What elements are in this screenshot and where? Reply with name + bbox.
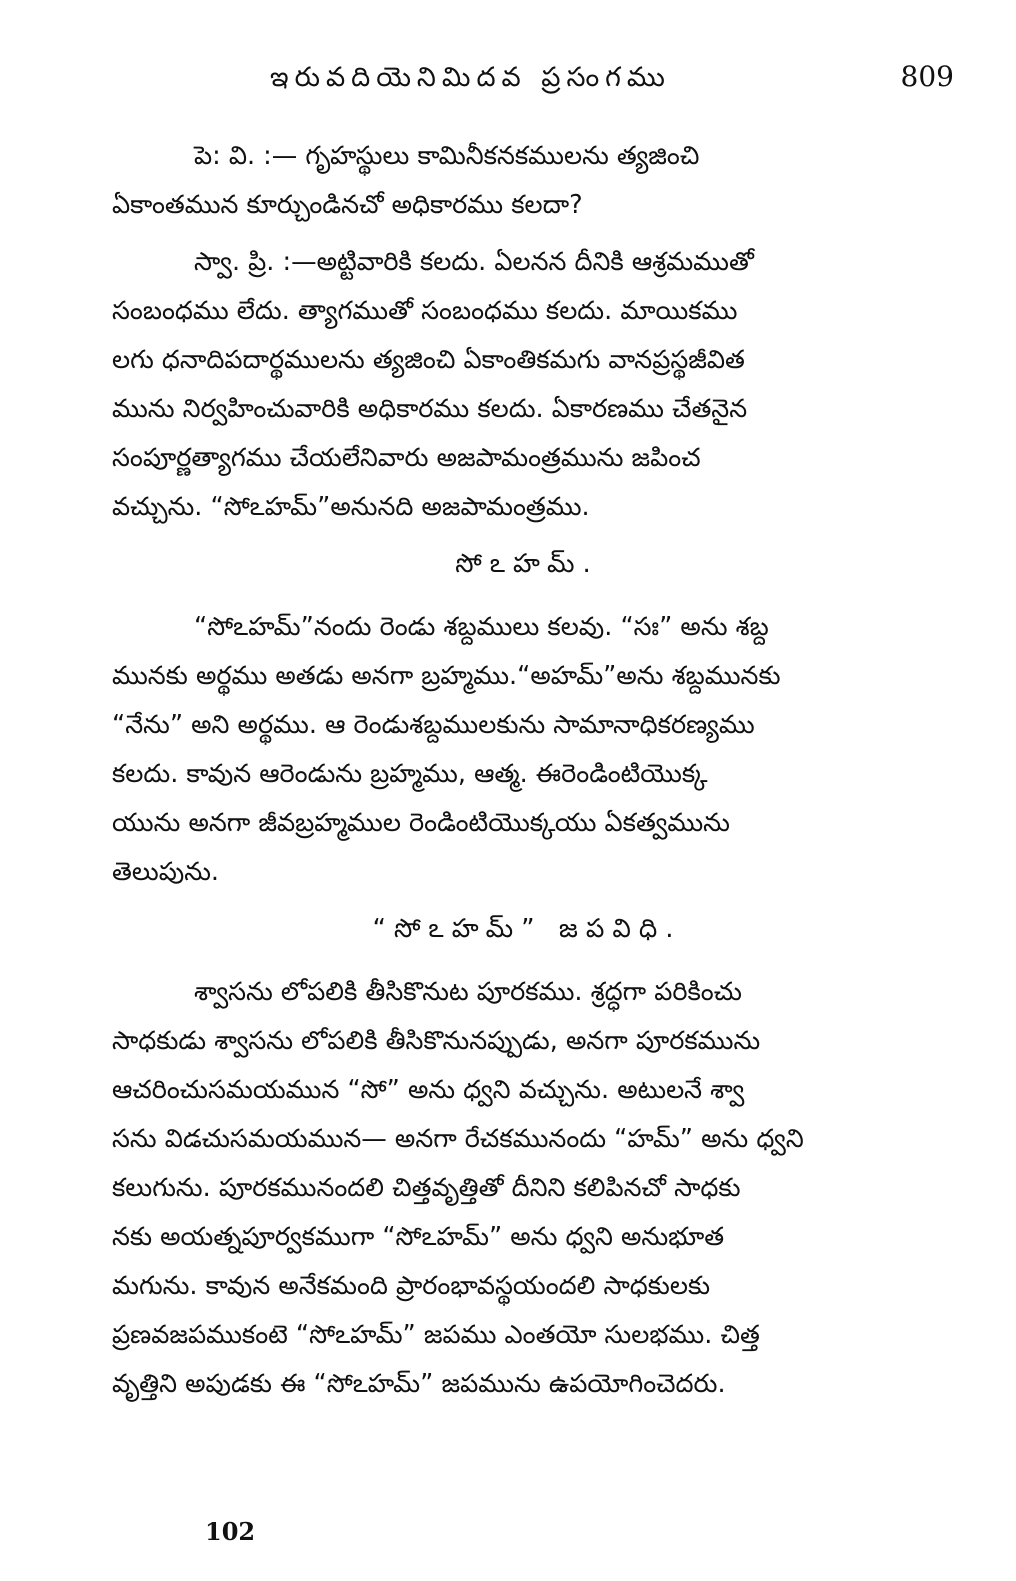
question-paragraph [112, 132, 942, 230]
text-line: సను విడచుసమయమున— అనగా రేచకమునందు “హమ్” అను ధ్వని [112, 1124, 804, 1154]
section-heading: “సోఽహమ్” జపవిధి. [372, 914, 682, 944]
text-line: ప్రణవజపముకంటె “సోఽహమ్” జపము ఎంతయో సులభము. చిత్త [112, 1320, 760, 1350]
text-line: నకు అయత్నపూర్వకముగా “సోఽహమ్” అను ధ్వని అనుభూత [112, 1222, 725, 1252]
text-line: మగును. కావున అనేకమంది ప్రారంభావస్థయందలి సాధకులకు [112, 1271, 711, 1301]
text-line: మునకు అర్థము అతడు అనగా బ్రహ్మము.“అహమ్”అను శబ్దమునకు [112, 661, 781, 691]
text-line: సంపూర్ణత్యాగము చేయలేనివారు అజపామంత్రమును జపించ [112, 443, 701, 473]
page-number: 809 [900, 60, 954, 93]
signature-mark: 102 [205, 1517, 256, 1546]
text-line: ఏకాంతమున కూర్చుండినచో అధికారము కలదా? [112, 190, 583, 220]
text-line: ఆచరించుసమయమున “సో” అను ధ్వని వచ్చును. అటులనే శ్వా [112, 1075, 745, 1105]
text-line: కలదు. కావున ఆరెండును బ్రహ్మము, ఆత్మ. ఈరెండింటియొక్క [112, 759, 708, 789]
text-line: వృత్తిని అపుడకు ఈ “సోఽహమ్” జపమును ఉపయోగించెదరు. [112, 1369, 726, 1399]
text-line: యును అనగా జీవబ్రహ్మముల రెండింటియొక్కయు ఏకత్వమును [112, 808, 730, 838]
page-body [112, 132, 942, 1417]
body-paragraph [112, 968, 942, 1409]
answer-paragraph [112, 238, 942, 532]
text-line: కలుగును. పూరకమునందలి చిత్తవృత్తితో దీనిని కలిపినచో సాధకు [112, 1173, 741, 1203]
text-line: వచ్చును. “సోఽహమ్”అనునది అజపామంత్రము. [112, 492, 590, 522]
text-line: సంబంధము లేదు. త్యాగముతో సంబంధము కలదు. మాయికము [112, 296, 738, 326]
text-line: తెలుపును. [112, 857, 220, 887]
text-line: మును నిర్వహించువారికి అధికారము కలదు. ఏకారణము చేతనైన [112, 394, 748, 424]
section-heading: సోఽహమ్. [455, 549, 599, 579]
text-line: “సోఽహమ్”నందు రెండు శబ్దములు కలవు. “సః” అను శబ్ద [194, 612, 769, 642]
body-paragraph [112, 603, 942, 897]
text-line: “నేను” అని అర్థము. ఆ రెండుశబ్దములకును సామానాధికరణ్యము [112, 710, 755, 740]
text-line: శ్వాసను లోపలికి తీసికొనుట పూరకము. శ్రద్ధగా పరికించు [194, 977, 742, 1007]
text-line: పె: వి. :— గృహస్థులు కామినీకనకములను త్యజించి [194, 141, 700, 171]
text-line: లగు ధనాదిపదార్థములను త్యజించి ఏకాంతికమగు వానప్రస్థజీవిత [112, 345, 745, 375]
text-line: స్వా. ప్రి. :—అట్టివారికి కలదు. ఏలనన దీనికి ఆశ్రమముతో [194, 247, 754, 277]
running-title: ఇరువదియెనిమిదవ ప్రసంగము [270, 62, 671, 93]
text-line: సాధకుడు శ్వాసను లోపలికి తీసికొనునప్పుడు, అనగా పూరకమును [112, 1026, 761, 1056]
